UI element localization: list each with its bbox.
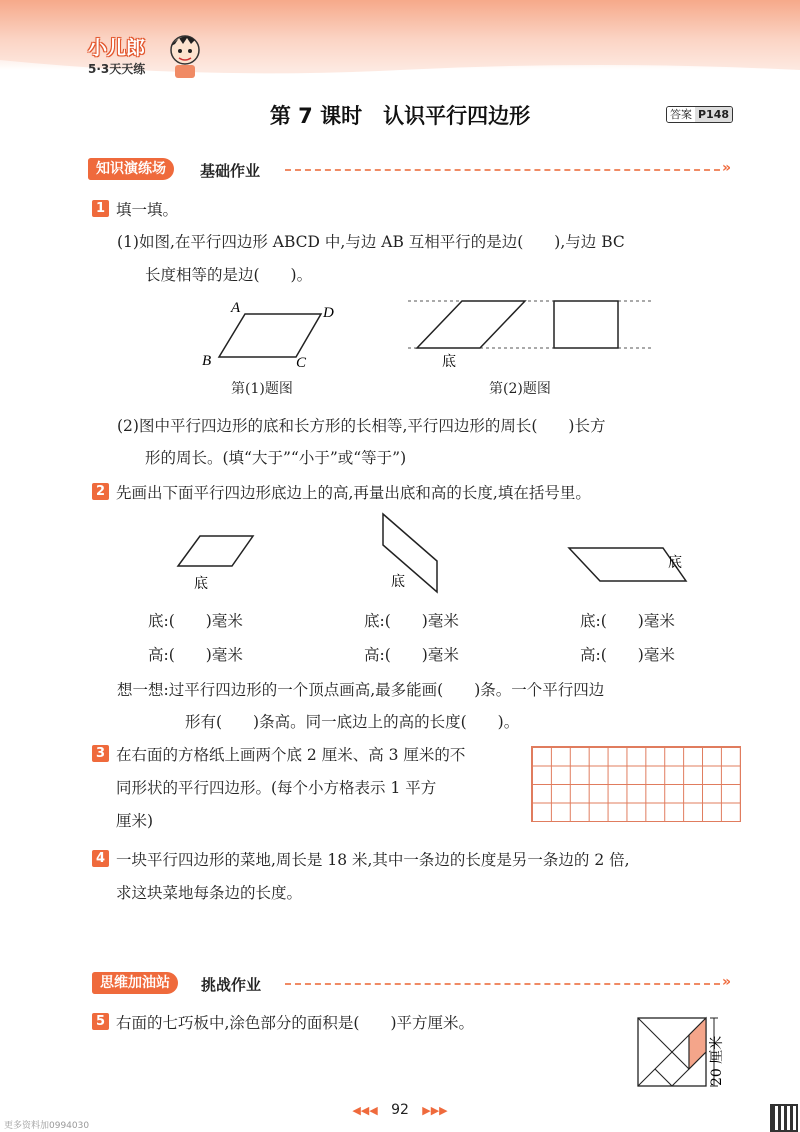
tangram-shaded-piece	[689, 1018, 706, 1069]
q2-shape2-base-label: 底	[391, 574, 405, 590]
page-title: 第 7 课时 认识平行四边形	[269, 104, 531, 128]
section-subtitle-challenge: 挑战作业	[201, 976, 262, 994]
q4-line1: 一块平行四边形的菜地,周长是 18 米,其中一条边的长度是另一条边的 2 倍,	[116, 851, 630, 869]
q1-part1-line1: (1)如图,在平行四边形 ABCD 中,与边 AB 互相平行的是边( ),与边 BC	[117, 233, 625, 251]
section-divider	[285, 169, 720, 171]
q1-part1-line2: 长度相等的是边( )。	[145, 266, 313, 284]
q3-grid-paper[interactable]	[531, 746, 741, 822]
q1-figure-parallelogram	[195, 295, 355, 375]
fig2-base-label: 底	[442, 354, 456, 370]
q3-line1: 在右面的方格纸上画两个底 2 厘米、高 3 厘米的不	[116, 746, 466, 764]
fig2-caption: 第(2)题图	[489, 381, 551, 397]
mascot-icon	[165, 30, 205, 80]
q2-base-answer-1[interactable]: 底:( )毫米	[148, 612, 243, 630]
q2-think-line2: 形有( )条高。同一底边上的高的长度( )。	[185, 713, 520, 731]
q2-shape-1	[165, 525, 265, 595]
q1-part2-line2: 形的周长。(填“大于”“小于”或“等于”)	[145, 449, 407, 467]
vertex-label-a: A	[231, 300, 241, 316]
page-footer	[0, 1102, 800, 1118]
q2-shape-2	[375, 510, 455, 600]
section-divider	[285, 983, 720, 985]
vertex-label-b: B	[202, 353, 212, 369]
series-label: 5·3天天练	[88, 62, 146, 76]
question-number-4: 4	[92, 850, 109, 867]
watermark: 更多资料加0994030	[4, 1121, 90, 1131]
qr-code-icon[interactable]	[770, 1104, 798, 1132]
q3-line2: 同形状的平行四边形。(每个小方格表示 1 平方	[116, 779, 437, 797]
q2-shape-3	[560, 535, 700, 595]
q2-title: 先画出下面平行四边形底边上的高,再量出底和高的长度,填在括号里。	[116, 484, 591, 502]
right-arrows-icon: ▶▶▶	[422, 1104, 448, 1117]
double-chevron-icon: »	[722, 974, 732, 990]
q1-part2-line1: (2)图中平行四边形的底和长方形的长相等,平行四边形的周长( )长方	[117, 417, 606, 435]
question-number-2: 2	[92, 483, 109, 500]
q2-height-answer-2[interactable]: 高:( )毫米	[364, 646, 459, 664]
brand-logo: 小儿郎	[88, 37, 146, 59]
section-tag-challenge: 思维加油站	[92, 972, 178, 994]
answer-reference[interactable]	[666, 106, 733, 123]
answer-page: P148	[695, 107, 732, 122]
q2-think-line1: 想一想:过平行四边形的一个顶点画高,最多能画( )条。一个平行四边	[117, 681, 605, 699]
q5-dimension-label: 20 厘米	[709, 1035, 725, 1086]
q2-base-answer-3[interactable]: 底:( )毫米	[580, 612, 675, 630]
section-tag-basic: 知识演练场	[88, 158, 174, 180]
fig1-caption: 第(1)题图	[231, 381, 293, 397]
left-arrows-icon: ◀◀◀	[352, 1104, 378, 1117]
q2-shape3-base-label: 底	[668, 555, 682, 571]
question-number-3: 3	[92, 745, 109, 762]
page-number: 92	[391, 1102, 409, 1118]
vertex-label-c: C	[296, 355, 307, 371]
q2-base-answer-2[interactable]: 底:( )毫米	[364, 612, 459, 630]
q1-title: 填一填。	[116, 201, 179, 219]
q2-shape1-base-label: 底	[194, 576, 208, 592]
q2-height-answer-3[interactable]: 高:( )毫米	[580, 646, 675, 664]
vertex-label-d: D	[323, 305, 334, 321]
q2-height-answer-1[interactable]: 高:( )毫米	[148, 646, 243, 664]
question-number-1: 1	[92, 200, 109, 217]
question-number-5: 5	[92, 1013, 109, 1030]
section-subtitle-basic: 基础作业	[200, 162, 261, 180]
q5-line1: 右面的七巧板中,涂色部分的面积是( )平方厘米。	[116, 1014, 475, 1032]
double-chevron-icon: »	[722, 160, 732, 176]
q5-tangram-figure	[630, 1012, 740, 1094]
q3-line3: 厘米)	[116, 812, 154, 830]
q4-line2: 求这块菜地每条边的长度。	[116, 884, 303, 902]
answer-label: 答案	[667, 107, 695, 122]
q1-figure-parallelogram-rectangle	[400, 290, 660, 370]
